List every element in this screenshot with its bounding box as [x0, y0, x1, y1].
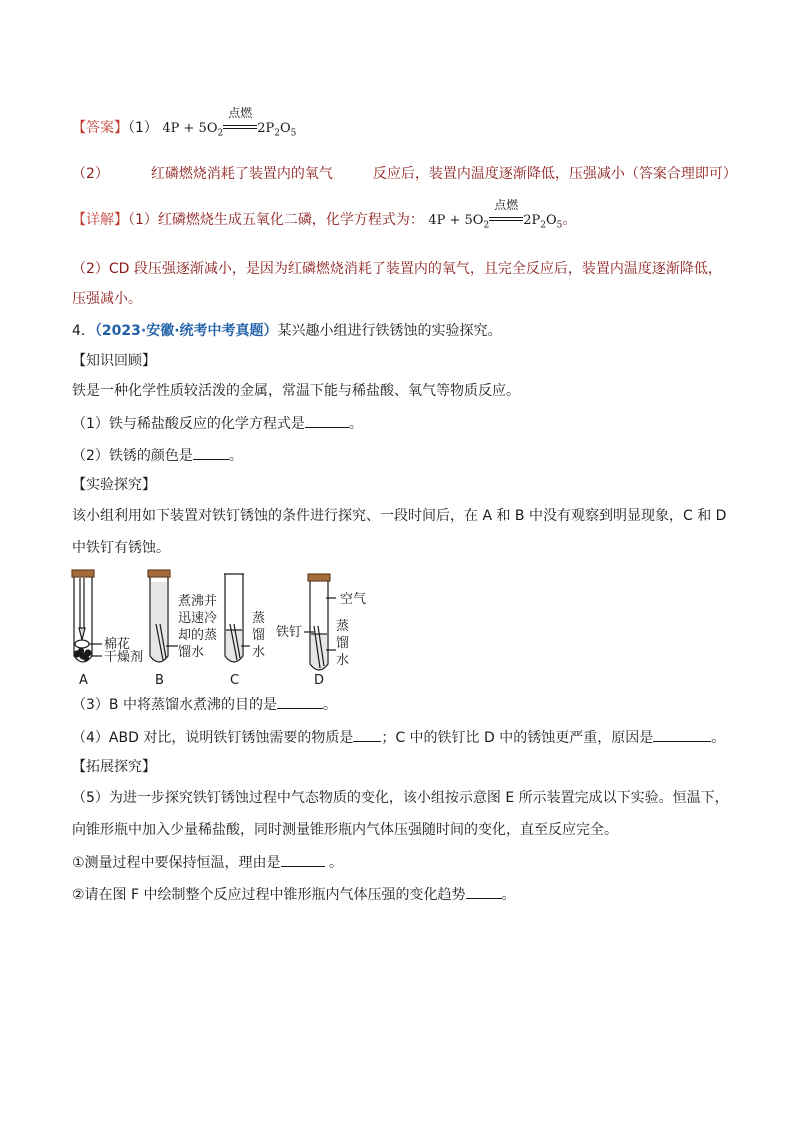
tube-a: [72, 570, 102, 662]
q4-blank-2[interactable]: [653, 727, 711, 742]
label-c-1: 蒸: [252, 611, 266, 626]
label-cotton: 棉花: [104, 637, 131, 652]
tube-label-a: A: [79, 673, 88, 688]
label-c-3: 水: [252, 645, 266, 660]
q5-line-1: （5）为进一步探究铁钉锈蚀过程中气态物质的变化，该小组按示意图 E 所示装置完成以下实验。恒温下，: [72, 790, 729, 806]
experiment-text-1: 该小组利用如下装置对铁钉锈蚀的条件进行探究、一段时间后，在 A 和 B 中没有观察到明显现象，C 和 D: [72, 508, 727, 524]
tube-d: [304, 574, 336, 670]
label-b-1: 煮沸并: [178, 594, 218, 609]
label-b-2: 迅速冷: [178, 611, 218, 626]
answer-p2-a: 红磷燃烧消耗了装置内的氧气: [150, 166, 333, 182]
answer-tag: 【答案】: [72, 120, 128, 136]
label-d-3: 水: [336, 653, 350, 668]
question-source: （2023·安徽·统考中考真题）: [94, 323, 278, 339]
label-air: 空气: [340, 592, 367, 607]
detail-line-1: 【详解】（1）红磷燃烧生成五氧化二磷，化学方程式为： $4P + 5O_2$ 点燃 $2P_2O_5$。: [72, 210, 576, 236]
label-d-2: 馏: [336, 636, 350, 651]
q2-blank[interactable]: [193, 445, 229, 460]
answer-equation: $4P + 5O_2$ 点燃 $2P_2O_5$: [162, 106, 297, 139]
question-intro: 某兴趣小组进行铁锈蚀的实验探究。: [277, 323, 502, 339]
tube-c: [224, 574, 250, 662]
q4-blank-1[interactable]: [353, 727, 381, 742]
q4-line: （4）ABD 对比，说明铁钉锈蚀需要的物质是 ；C 中的铁钉比 D 中的锈蚀更严重，原因是 。: [72, 727, 725, 748]
section-experiment: 【实验探究】: [72, 477, 156, 493]
answer-line-2: [72, 164, 737, 184]
q1-line: （1）铁与稀盐酸反应的化学方程式是 。: [72, 413, 363, 434]
q2-line: （2）铁锈的颜色是 。: [72, 445, 243, 466]
test-tubes-figure: [64, 568, 384, 690]
knowledge-text: 铁是一种化学性质较活泼的金属，常温下能与稀盐酸、氧气等物质反应。: [72, 383, 520, 399]
detail-equation: $4P + 5O_2$ 点燃 $2P_2O_5$: [428, 198, 563, 231]
answer-line-1: [72, 106, 297, 144]
detail-p2-line-2: 压强减小。: [72, 291, 142, 307]
q5-1-line: ①测量过程中要保持恒温，理由是 。: [72, 852, 343, 873]
q1-blank[interactable]: [305, 413, 349, 428]
label-desiccant: 干燥剂: [104, 650, 144, 665]
answer-eq-condition: 点燃: [223, 118, 257, 138]
label-d-1: 蒸: [336, 619, 350, 634]
detail-p2-line-1: （2）CD 段压强逐渐减小，是因为红磷燃烧消耗了装置内的氧气，且完全反应后，装置内温度逐渐降低，: [72, 261, 722, 277]
tube-b: [148, 570, 178, 662]
experiment-text-2: 中铁钉有锈蚀。: [72, 540, 170, 556]
q5-line-2: 向锥形瓶中加入少量稀盐酸，同时测量锥形瓶内气体压强随时间的变化，直至反应完全。: [72, 822, 618, 838]
question-number: 4．: [72, 323, 95, 339]
label-nail: 铁钉: [276, 625, 303, 640]
answer-p2-label: （2）: [72, 166, 109, 182]
question-header: [72, 321, 502, 341]
q5-2-blank[interactable]: [466, 884, 502, 899]
label-b-4: 馏水: [178, 645, 205, 660]
tube-label-d: D: [314, 673, 325, 688]
q3-line: （3）B 中将蒸馏水煮沸的目的是 。: [72, 694, 337, 715]
answer-p2-b: 反应后，装置内温度逐渐降低，压强减小（答案合理即可）: [372, 166, 737, 182]
detail-p1-text: （1）红磷燃烧生成五氧化二磷，化学方程式为：: [128, 212, 424, 228]
q5-2-line: ②请在图 F 中绘制整个反应过程中锥形瓶内气体压强的变化趋势 。: [72, 884, 516, 905]
tube-label-b: B: [155, 673, 164, 688]
q3-blank[interactable]: [277, 694, 323, 709]
tube-label-c: C: [230, 673, 240, 688]
detail-tag: 【详解】: [72, 212, 128, 228]
q5-1-blank[interactable]: [281, 852, 325, 867]
answer-p1-label: （1）: [128, 120, 158, 136]
section-knowledge-review: 【知识回顾】: [72, 353, 156, 369]
label-c-2: 馏: [252, 628, 266, 643]
label-b-3: 却的蒸: [178, 628, 218, 643]
section-extension: 【拓展探究】: [72, 759, 156, 775]
